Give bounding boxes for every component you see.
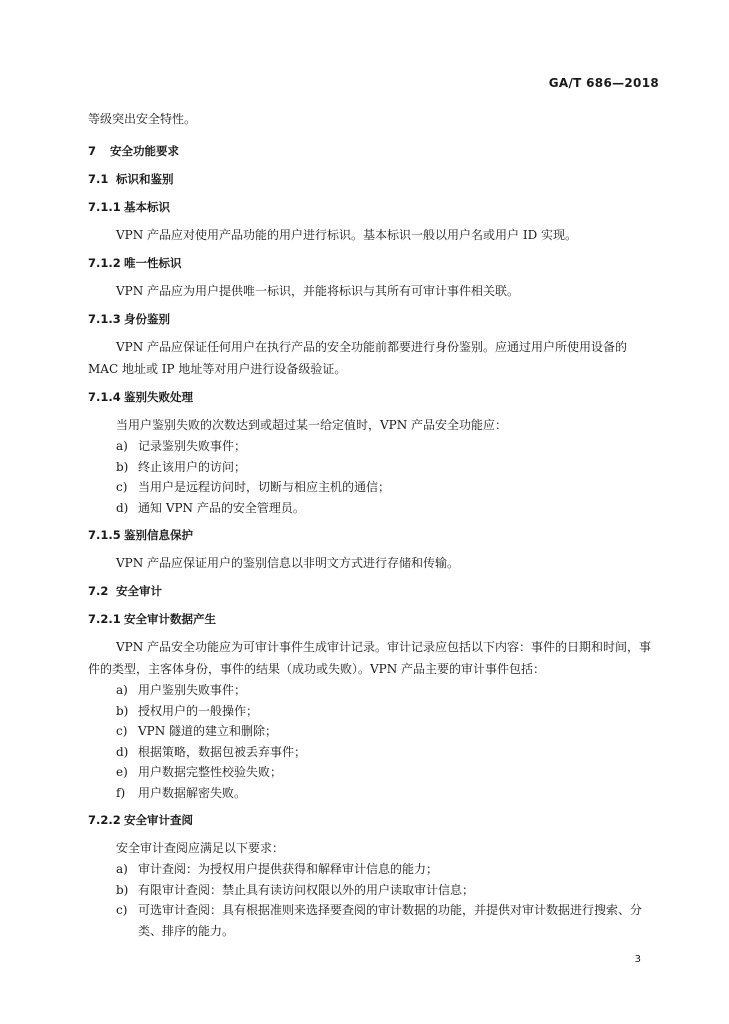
section-7-1-2-heading bbox=[88, 252, 660, 274]
list-marker: b) bbox=[116, 882, 129, 897]
section-7-1-2-text: VPN 产品应为用户提供唯一标识，并能将标识与其所有可审计事件相关联。 bbox=[116, 284, 520, 298]
list-item-text: VPN 隧道的建立和删除； bbox=[138, 724, 278, 738]
list-marker: a) bbox=[116, 862, 128, 876]
section-7-2-1-heading bbox=[88, 608, 660, 630]
section-number: 7.2.1 bbox=[88, 612, 121, 626]
document-code-header: GA/T 686—2018 bbox=[548, 76, 659, 90]
section-7-1-1-heading bbox=[88, 196, 660, 218]
section-title: 安全功能要求 bbox=[110, 144, 179, 158]
list-marker: d) bbox=[116, 500, 129, 515]
list-item-text: 用户数据解密失败。 bbox=[138, 785, 247, 800]
list-item bbox=[88, 477, 660, 498]
section-number: 7.2 bbox=[88, 584, 109, 598]
section-title: 安全审计数据产生 bbox=[124, 612, 216, 626]
section-7-heading bbox=[88, 140, 660, 162]
list-marker: a) bbox=[116, 683, 128, 697]
list-item bbox=[88, 900, 660, 941]
list-item bbox=[88, 859, 660, 880]
section-7-2-1-text: VPN 产品安全功能应为可审计事件生成审计记录。审计记录应包括以下内容：事件的日期和时间，事件的类型，主客体身份，事件的结果（成功或失败）。VPN 产品主要的审计事件包括： bbox=[88, 640, 652, 676]
section-title: 基本标识 bbox=[124, 200, 170, 214]
section-7-1-1-text: VPN 产品应对使用产品功能的用户进行标识。基本标识一般以用户名或用户 ID 实现。 bbox=[116, 228, 578, 242]
list-item bbox=[88, 880, 660, 901]
list-item bbox=[88, 436, 660, 457]
list-item-text: 根据策略，数据包被丢弃事件； bbox=[138, 744, 307, 759]
section-7-1-3-heading bbox=[88, 308, 660, 330]
section-7-1-3-text: VPN 产品应保证任何用户在执行产品的安全功能前都要进行身份鉴别。应通过用户所使用设备的 MAC 地址或 IP 地址等对用户进行设备级验证。 bbox=[88, 340, 628, 376]
list-item-text: 通知 VPN 产品的安全管理员。 bbox=[138, 500, 305, 515]
list-item-text: 有限审计查阅：禁止具有读访问权限以外的用户读取审计信息； bbox=[138, 882, 475, 897]
section-number: 7.2.2 bbox=[88, 813, 121, 827]
list-item bbox=[88, 680, 660, 701]
intro-paragraph: 等级突出安全特性。 bbox=[88, 112, 197, 126]
section-number: 7.1.3 bbox=[88, 312, 121, 326]
list-marker: a) bbox=[116, 439, 128, 453]
section-title: 鉴别信息保护 bbox=[124, 528, 193, 542]
page-number: 3 bbox=[634, 954, 641, 965]
section-7-1-4-list bbox=[88, 436, 660, 518]
section-7-2-2-heading bbox=[88, 809, 660, 831]
section-title: 标识和鉴别 bbox=[116, 172, 174, 186]
section-number: 7 bbox=[88, 144, 97, 158]
list-marker: e) bbox=[116, 765, 128, 779]
section-7-1-5-heading bbox=[88, 524, 660, 546]
list-item-text: 用户数据完整性校验失败； bbox=[138, 765, 283, 779]
section-7-1-5-text: VPN 产品应保证用户的鉴别信息以非明文方式进行存储和传输。 bbox=[116, 556, 460, 570]
list-marker: b) bbox=[116, 703, 129, 718]
list-item-text: 当用户是远程访问时，切断与相应主机的通信； bbox=[138, 480, 391, 494]
section-title: 安全审计 bbox=[116, 584, 162, 598]
section-7-1-4-heading bbox=[88, 386, 660, 408]
list-item bbox=[88, 762, 660, 783]
section-7-2-1-list bbox=[88, 680, 660, 803]
list-marker: c) bbox=[116, 903, 128, 917]
section-title: 唯一性标识 bbox=[124, 256, 182, 270]
list-marker: c) bbox=[116, 480, 128, 494]
list-item bbox=[88, 457, 660, 478]
section-number: 7.1.5 bbox=[88, 528, 121, 542]
list-item-text: 用户鉴别失败事件； bbox=[138, 683, 247, 697]
section-number: 7.1.4 bbox=[88, 390, 121, 404]
list-item bbox=[88, 742, 660, 763]
list-marker: c) bbox=[116, 724, 128, 738]
section-7-2-2-list bbox=[88, 859, 660, 941]
list-marker: b) bbox=[116, 459, 129, 474]
list-item bbox=[88, 721, 660, 742]
list-item bbox=[88, 783, 660, 804]
list-item bbox=[88, 701, 660, 722]
section-7-1-heading bbox=[88, 168, 660, 190]
section-number: 7.1.1 bbox=[88, 200, 121, 214]
list-item-text: 授权用户的一般操作； bbox=[138, 703, 259, 718]
list-marker: f) bbox=[116, 785, 126, 800]
list-item-text: 可选审计查阅：具有根据准则来选择要查阅的审计数据的功能，并提供对审计数据进行搜索、分类、排序的能力。 bbox=[138, 903, 643, 938]
list-item-text: 记录鉴别失败事件； bbox=[138, 439, 247, 453]
section-7-1-4-text: 当用户鉴别失败的次数达到或超过某一给定值时，VPN 产品安全功能应： bbox=[116, 418, 508, 432]
section-number: 7.1 bbox=[88, 172, 109, 186]
section-title: 安全审计查阅 bbox=[124, 813, 193, 827]
list-item bbox=[88, 498, 660, 519]
list-marker: d) bbox=[116, 744, 129, 759]
page-body bbox=[88, 108, 660, 941]
list-item-text: 审计查阅：为授权用户提供获得和解释审计信息的能力； bbox=[138, 862, 439, 876]
section-7-2-2-text: 安全审计查阅应满足以下要求： bbox=[116, 841, 285, 855]
section-title: 鉴别失败处理 bbox=[124, 390, 193, 404]
list-item-text: 终止该用户的访问； bbox=[138, 459, 247, 474]
section-7-2-heading bbox=[88, 580, 660, 602]
section-title: 身份鉴别 bbox=[124, 312, 170, 326]
section-number: 7.1.2 bbox=[88, 256, 121, 270]
